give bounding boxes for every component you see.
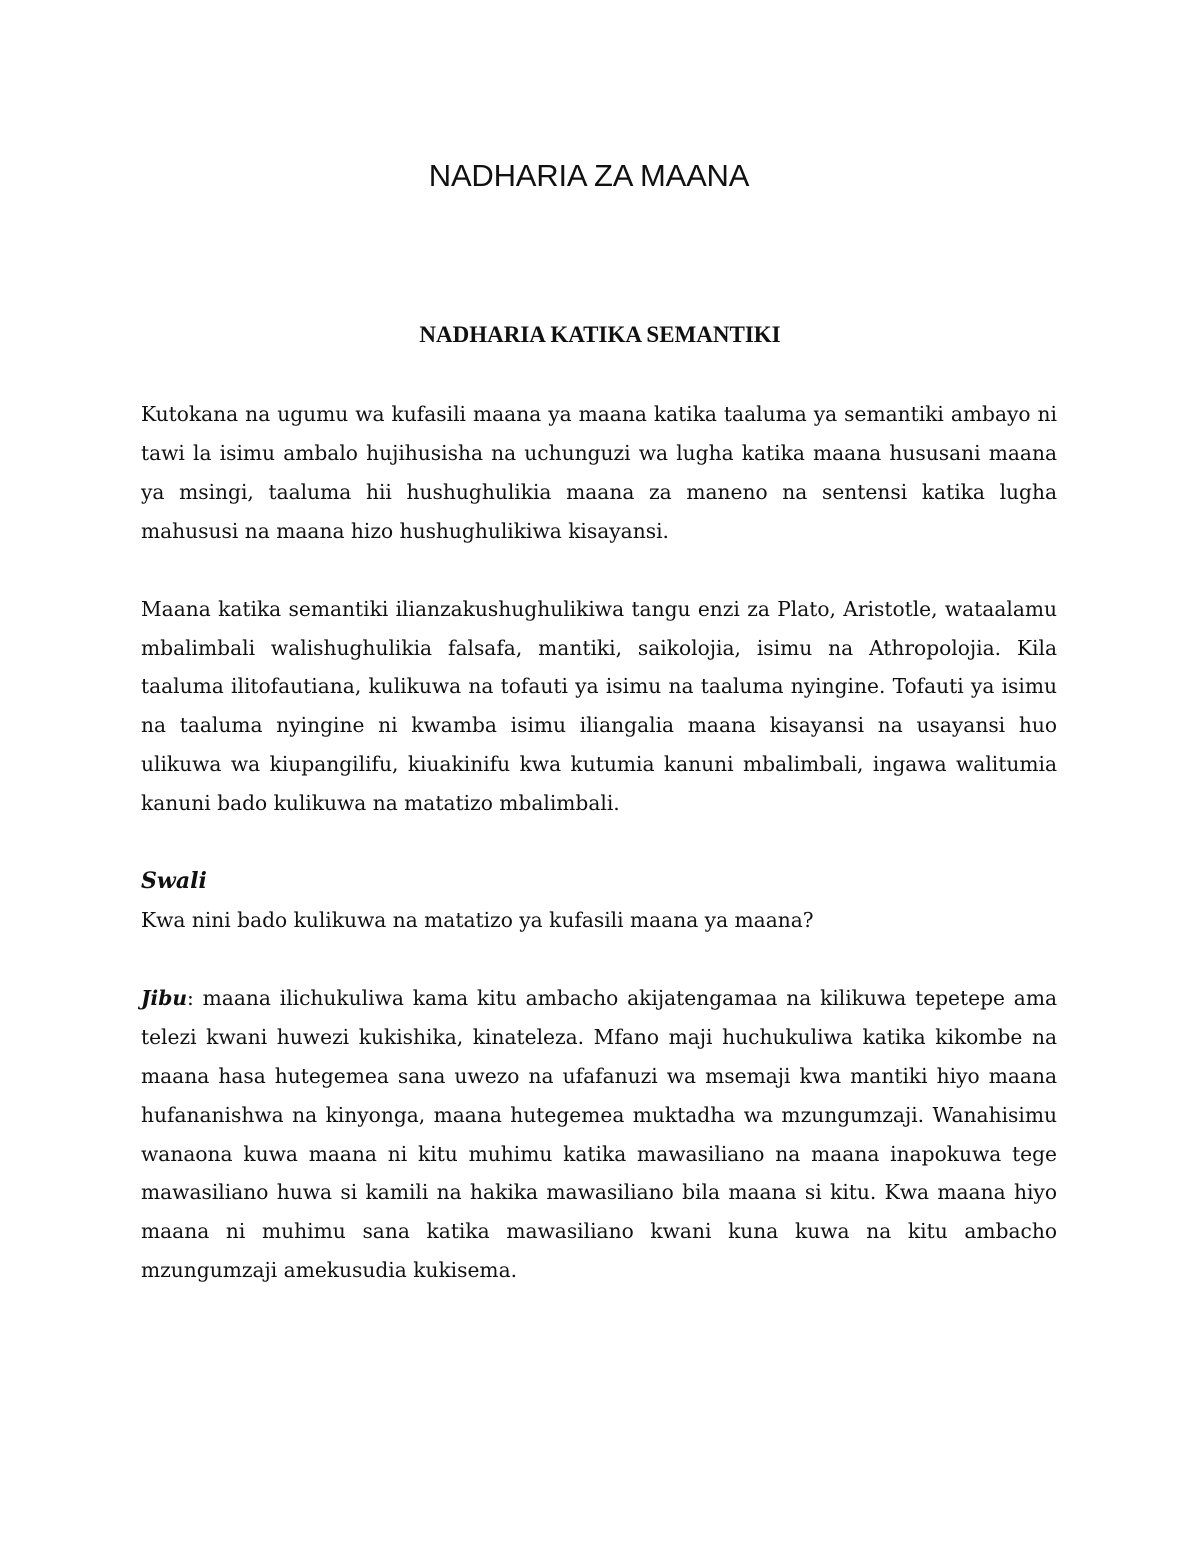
- paragraph-history: Maana katika semantiki ilianzakushughulikiwa tangu enzi za Plato, Aristotle, wataalamu mbalimbali walishughulikia falsafa, mantiki, saikolojia, isimu na Athropolojia. Kila taaluma ilitofautiana, kulikuwa na tofauti ya isimu na taaluma nyingine. Tofauti ya isimu na taaluma nyingine ni kwamba isimu iliangalia maana kisayansi na usayansi huo ulikuwa wa kiupangilifu, kiuakinifu kwa kutumia kanuni mbalimbali, ingawa walitumia kanuni bado kulikuwa na matatizo mbalimbali.: [141, 596, 1057, 816]
- answer-paragraph: [141, 979, 1057, 1290]
- document-title: NADHARIA ZA MAANA: [428, 158, 750, 193]
- answer-text: : maana ilichukuliwa kama kitu ambacho akijatengamaa na kilikuwa tepetepe ama telezi kwani huwezi kukishika, kinateleza. Mfano maji huchukuliwa katika kikombe na maana hasa hutegemea sana uwezo na ufafanuzi wa msemaji kwa mantiki hiyo maana hufananishwa na kinyonga, maana hutegemea muktadha wa mzungumzaji. Wanahisimu wanaona kuwa maana ni kitu muhimu katika mawasiliano na maana inapokuwa tege mawasiliano huwa si kamili na hakika mawasiliano bila maana si kitu. Kwa maana hiyo maana ni muhimu sana katika mawasiliano kwani kuna kuwa na kitu ambacho mzungumzaji amekusudia kukisema.: [141, 985, 1057, 1283]
- paragraph-intro: Kutokana na ugumu wa kufasili maana ya maana katika taaluma ya semantiki ambayo ni tawi la isimu ambalo hujihusisha na uchunguzi wa lugha katika maana hususani maana ya msingi, taaluma hii hushughulikia maana za maneno na sentensi katika lugha mahususi na maana hizo hushughulikiwa kisayansi.: [141, 402, 1057, 543]
- question-text: Kwa nini bado kulikuwa na matatizo ya kufasili maana ya maana?: [141, 907, 814, 932]
- section-title: NADHARIA KATIKA SEMANTIKI: [419, 322, 781, 347]
- answer-label: Jibu: [141, 985, 188, 1010]
- question-heading: Swali: [141, 868, 207, 895]
- document-body: [141, 395, 1057, 1329]
